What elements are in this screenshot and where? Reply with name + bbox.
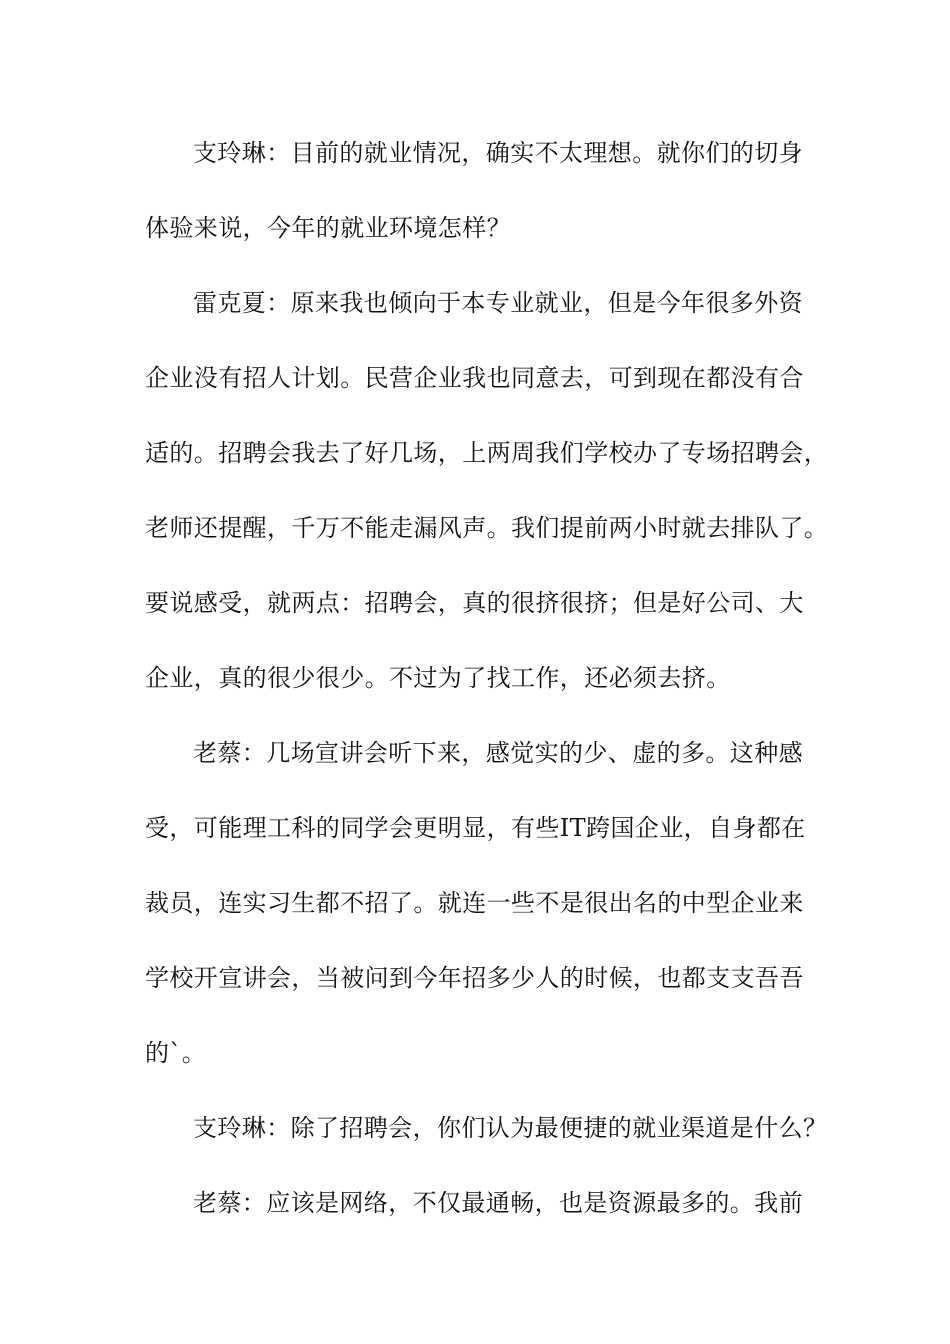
text-line: 支玲琳：目前的就业情况，确实不太理想。就你们的切身 [193, 139, 803, 167]
text-line: 学校开宣讲会，当被问到今年招多少人的时候，也都支支吾吾 [145, 964, 804, 992]
text-line: 体验来说，今年的就业环境怎样？ [145, 214, 511, 242]
text-line: 裁员，连实习生都不招了。就连一些不是很出名的中型企业来 [145, 889, 804, 917]
text-line: 支玲琳：除了招聘会，你们认为最便捷的就业渠道是什么？ [193, 1114, 828, 1142]
text-line: 雷克夏：原来我也倾向于本专业就业，但是今年很多外资 [193, 289, 803, 317]
document-body [145, 126, 829, 1251]
text-line: 老师还提醒，千万不能走漏风声。我们提前两小时就去排队了。 [145, 514, 829, 542]
text-line: 的`。 [145, 1039, 207, 1067]
text-line: 老蔡：应该是网络，不仅最通畅，也是资源最多的。我前 [193, 1189, 803, 1217]
text-line: 受，可能理工科的同学会更明显，有些IT跨国企业，自身都在 [145, 814, 806, 842]
text-line: 要说感受，就两点：招聘会，真的很挤很挤；但是好公司、大 [145, 589, 804, 617]
text-line: 企业，真的很少很少。不过为了找工作，还必须去挤。 [145, 664, 731, 692]
text-line: 企业没有招人计划。民营企业我也同意去，可到现在都没有合 [145, 364, 804, 392]
text-line: 老蔡：几场宣讲会听下来，感觉实的少、虚的多。这种感 [193, 739, 803, 767]
text-line: 适的。招聘会我去了好几场，上两周我们学校办了专场招聘会， [145, 439, 829, 467]
